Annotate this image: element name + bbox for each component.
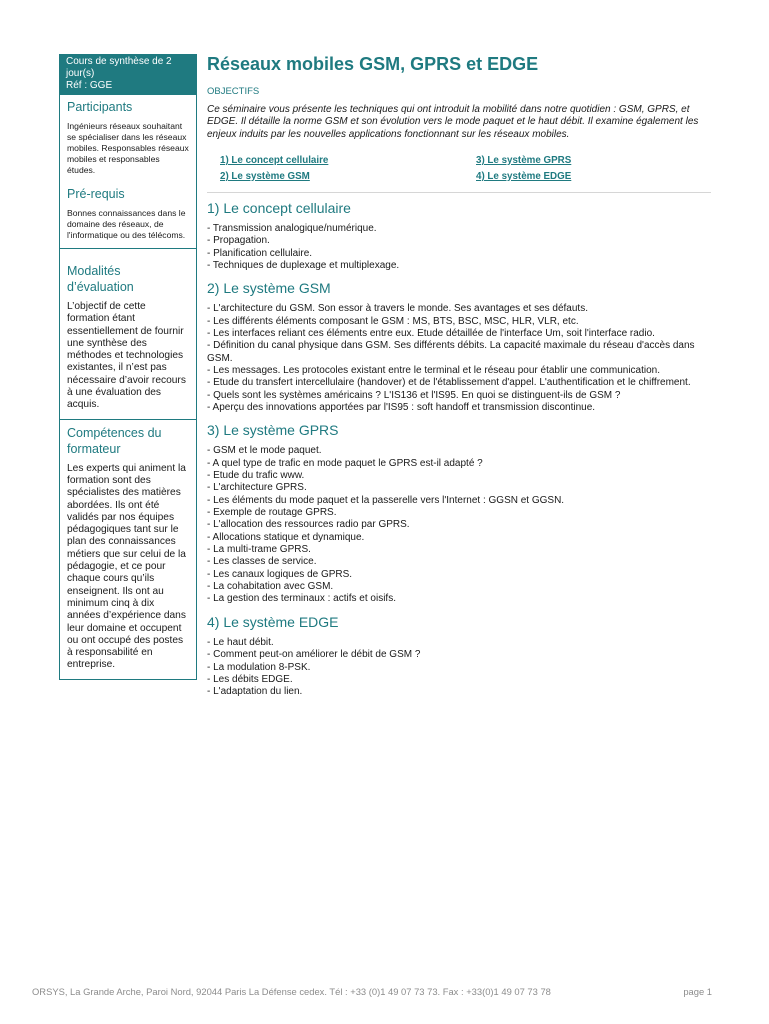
list-item: - La modulation 8-PSK. — [207, 661, 311, 673]
section-systeme-gprs — [207, 421, 711, 605]
page-title: Réseaux mobiles GSM, GPRS et EDGE — [207, 54, 539, 74]
list-item: - Planification cellulaire. — [207, 247, 313, 259]
list-item: - L'adaptation du lien. — [207, 686, 303, 698]
objectifs-label: OBJECTIFS — [207, 86, 260, 97]
list-item: - L'architecture GPRS. — [207, 482, 307, 494]
section-concept-cellulaire — [207, 199, 711, 272]
course-reference: Réf : GGE — [66, 80, 113, 91]
list-item: - Techniques de duplexage et multiplexage. — [207, 259, 400, 271]
list-item: - L'architecture du GSM. Son essor à travers le monde. Ses avantages et ses défauts. — [207, 303, 588, 315]
list-item: - Exemple de routage GPRS. — [207, 507, 337, 519]
footer-address: ORSYS, La Grande Arche, Paroi Nord, 92044 Paris La Défense cedex. Tél : +33 (0)1 49 07 73 73. Fax : +33(0)1 49 07 73 78 — [32, 986, 551, 997]
page-footer — [32, 986, 712, 998]
sidebar — [59, 54, 197, 680]
competences-text: Les experts qui animent la formation sont des spécialistes des matières abordées. Ils ont été validés par nos équipes pédagogiques tant sur le plan des connaissances métiers que sur celui de la pédagogie, et ce pour chaque cours qu’ils enseignent. Ils ont au minimum cinq à dix années d’expérience dans leur domaine et occupent ou ont occupé des postes à responsabilité en entreprise. — [67, 462, 186, 671]
course-duration: Cours de synthèse de 2 jour(s) — [66, 56, 172, 79]
list-item: - La multi-trame GPRS. — [207, 544, 311, 556]
toc-link-systeme-edge[interactable]: 4) Le système EDGE — [476, 170, 572, 182]
list-item: - A quel type de trafic en mode paquet le GPRS est-il adapté ? — [207, 457, 483, 469]
list-item: - Le haut débit. — [207, 636, 274, 648]
participants-title: Participants — [67, 100, 133, 114]
list-item: - Allocations statique et dynamique. — [207, 531, 365, 543]
list-item: - Les interfaces reliant ces éléments entre eux. Etude détaillée de l'interface Um, soit l'interface radio. — [207, 327, 655, 339]
intro-text: Ce séminaire vous présente les techniques qui ont introduit la mobilité dans notre quotidien : GSM, GPRS, et EDGE. Il détaille la norme GSM et son évolution vers le mode paquet et le haut débit. Il examine également les enjeux induits par les nouvelles applications fonctionnant sur les réseaux mobiles. — [207, 104, 699, 140]
list-item: - Transmission analogique/numérique. — [207, 222, 377, 234]
modalites-block — [59, 249, 197, 420]
section-title: 1) Le concept cellulaire — [207, 199, 351, 216]
modalites-title: Modalités d’évaluation — [67, 264, 134, 294]
section-title: 3) Le système GPRS — [207, 422, 339, 439]
list-item: - GSM et le mode paquet. — [207, 445, 322, 457]
prerequis-title: Pré-requis — [67, 187, 125, 201]
list-item: - Les canaux logiques de GPRS. — [207, 568, 353, 580]
list-item: - La cohabitation avec GSM. — [207, 581, 334, 593]
list-item: - Etude du transfert intercellulaire (handover) et de l'établissement d'appel. L'authentification et le chiffrement. — [207, 377, 691, 389]
section-systeme-edge — [207, 613, 711, 699]
list-item: - Les éléments du mode paquet et la passerelle vers l'Internet : GGSN et GGSN. — [207, 494, 565, 506]
list-item: - Les classes de service. — [207, 556, 317, 568]
prerequis-text: Bonnes connaissances dans le domaine des réseaux, de l'informatique ou des télécoms. — [67, 208, 186, 240]
participants-text: Ingénieurs réseaux souhaitant se spécialiser dans les réseaux mobiles. Responsables réseaux mobiles et responsables études. — [67, 121, 189, 175]
toc-link-concept-cellulaire[interactable]: 1) Le concept cellulaire — [220, 154, 329, 166]
toc-link-systeme-gsm[interactable]: 2) Le système GSM — [220, 170, 310, 182]
list-item: - Les messages. Les protocoles existant entre le terminal et le réseau pour établir une communication. — [207, 364, 661, 376]
list-item: - Quels sont les systèmes américains ? L'IS136 et l'IS95. En quoi se distinguent-ils de GSM ? — [207, 389, 621, 401]
modalites-text: L’objectif de cette formation étant essentiellement de fournir une synthèse des méthodes et technologies existantes, il n’est pas nécessaire d’avoir recours à une évaluation des acquis. — [67, 301, 186, 411]
section-title: 4) Le système EDGE — [207, 613, 339, 630]
list-item: - Définition du canal physique dans GSM. Ses différents débits. La capacité maximale du réseau d'accès dans GSM. — [207, 340, 695, 364]
list-item: - L'allocation des ressources radio par GPRS. — [207, 519, 410, 531]
course-info-box — [59, 54, 197, 95]
list-item: - Aperçu des innovations apportées par l'IS95 : soft handoff et transmission discontinue. — [207, 402, 596, 414]
list-item: - Etude du trafic www. — [207, 470, 305, 482]
competences-block — [59, 420, 197, 680]
competences-title: Compétences du formateur — [67, 425, 162, 456]
list-item: - Comment peut-on améliorer le débit de GSM ? — [207, 649, 421, 661]
list-item: - Les débits EDGE. — [207, 673, 293, 685]
main-content — [207, 53, 711, 699]
table-of-contents — [220, 155, 711, 183]
list-item: - La gestion des terminaux : actifs et oisifs. — [207, 593, 396, 605]
list-item: - Propagation. — [207, 235, 270, 247]
section-systeme-gsm — [207, 279, 711, 414]
section-title: 2) Le système GSM — [207, 280, 331, 297]
page-number: page 1 — [683, 986, 712, 997]
toc-divider — [207, 192, 711, 193]
participants-block — [59, 95, 197, 249]
toc-link-systeme-gprs[interactable]: 3) Le système GPRS — [476, 154, 572, 166]
list-item: - Les différents éléments composant le GSM : MS, BTS, BSC, MSC, HLR, VLR, etc. — [207, 315, 579, 327]
